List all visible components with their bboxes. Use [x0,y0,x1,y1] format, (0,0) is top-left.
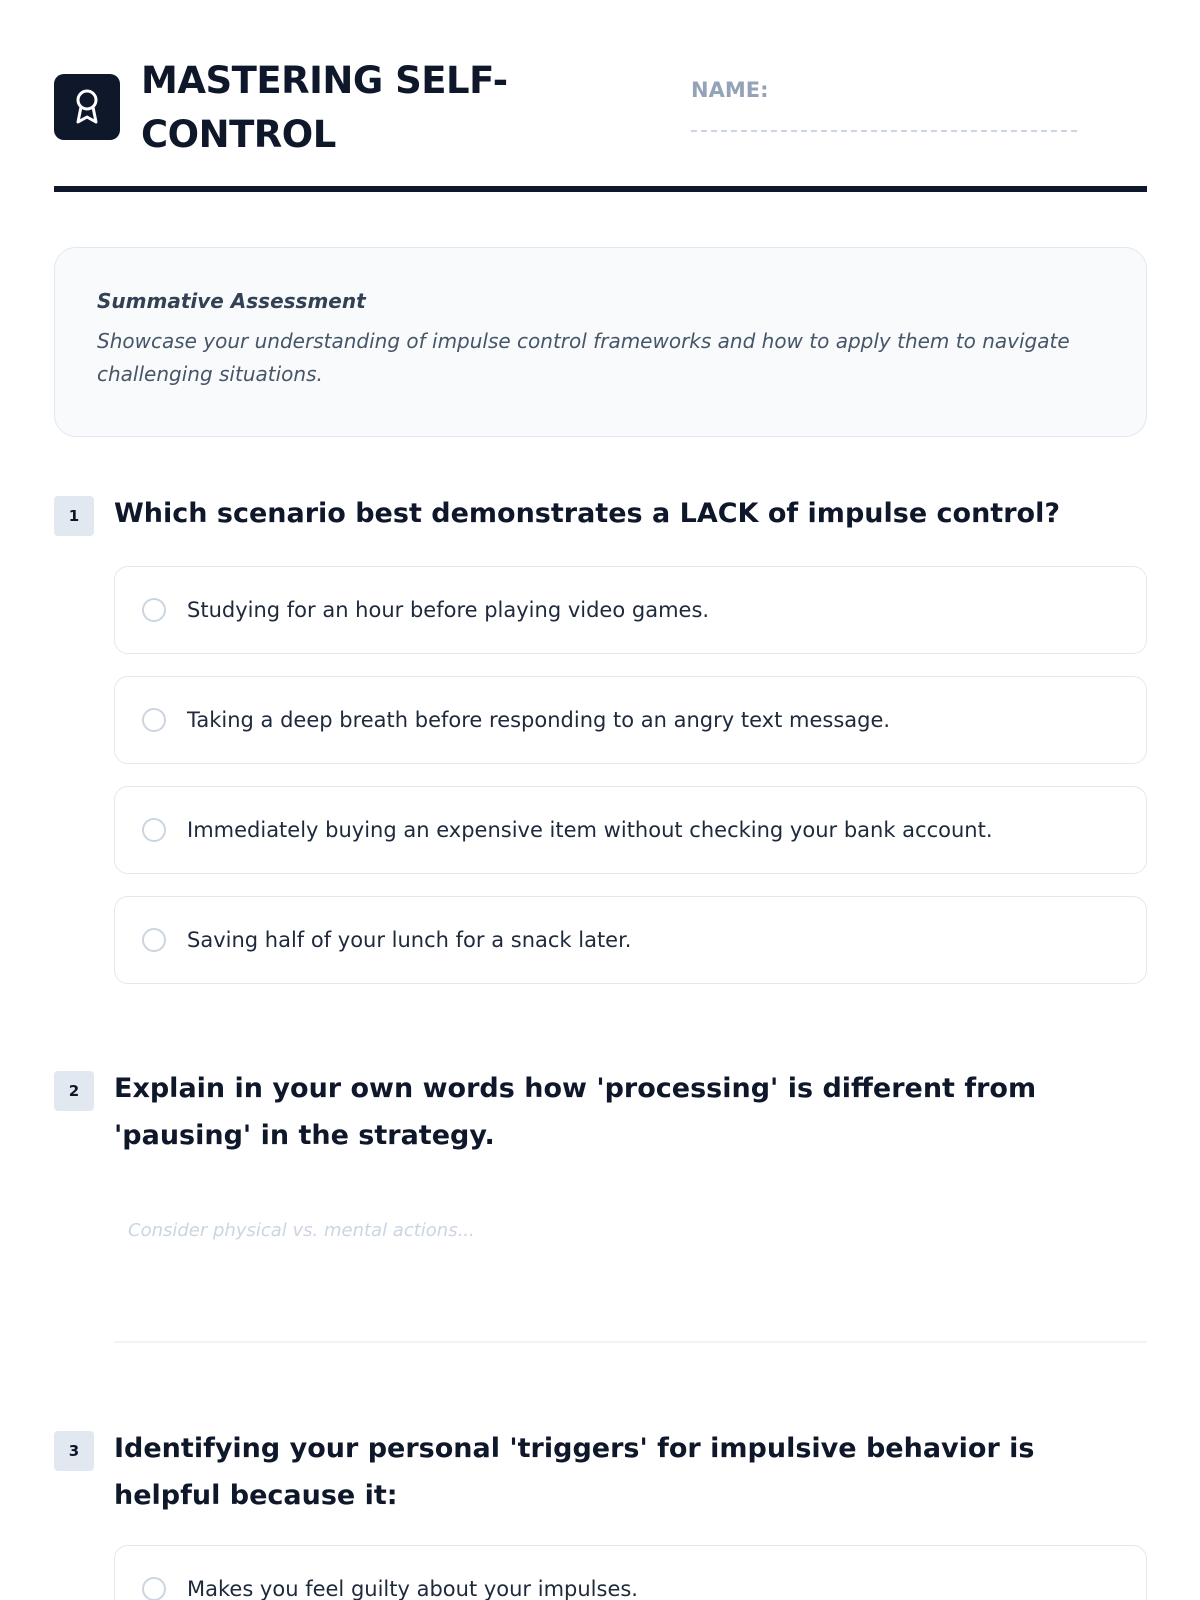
answer-option[interactable] [114,676,1147,764]
answer-placeholder: Consider physical vs. mental actions... [128,1220,475,1241]
answer-option[interactable] [114,786,1147,874]
option-label: Saving half of your lunch for a snack later. [187,928,632,952]
answer-option[interactable] [114,566,1147,654]
name-label: NAME: [691,78,769,102]
intro-title: Summative Assessment [97,289,366,313]
page-title: MASTERING SELF-CONTROL [141,59,508,156]
intro-description: Showcase your understanding of impulse control frameworks and how to apply them to navigate challenging situations. [97,329,1070,386]
question-number: 1 [54,496,94,536]
intro-card [54,247,1147,437]
question-text: Identifying your personal 'triggers' for impulsive behavior is helpful because it: [114,1433,1035,1511]
question-number: 2 [54,1071,94,1111]
answer-options [114,1545,1147,1600]
radio-button[interactable] [142,708,166,732]
worksheet-header [54,52,1147,192]
radio-button[interactable] [142,1577,166,1600]
option-label: Makes you feel guilty about your impulses. [187,1577,638,1600]
open-response-field[interactable] [114,1193,1147,1343]
question-text: Which scenario best demonstrates a LACK of impulse control? [114,498,1060,529]
option-label: Studying for an hour before playing video games. [187,598,710,622]
name-field[interactable] [691,130,1077,132]
radio-button[interactable] [142,598,166,622]
answer-options [114,566,1147,1006]
question-number: 3 [54,1431,94,1471]
option-label: Immediately buying an expensive item without checking your bank account. [187,818,993,842]
answer-option[interactable] [114,1545,1147,1600]
radio-button[interactable] [142,818,166,842]
question-text: Explain in your own words how 'processing' is different from 'pausing' in the strategy. [114,1073,1037,1151]
answer-option[interactable] [114,896,1147,984]
option-label: Taking a deep breath before responding to an angry text message. [187,708,891,732]
award-ribbon-icon [54,74,120,140]
award-ribbon-icon-graphic [72,87,102,127]
radio-button[interactable] [142,928,166,952]
